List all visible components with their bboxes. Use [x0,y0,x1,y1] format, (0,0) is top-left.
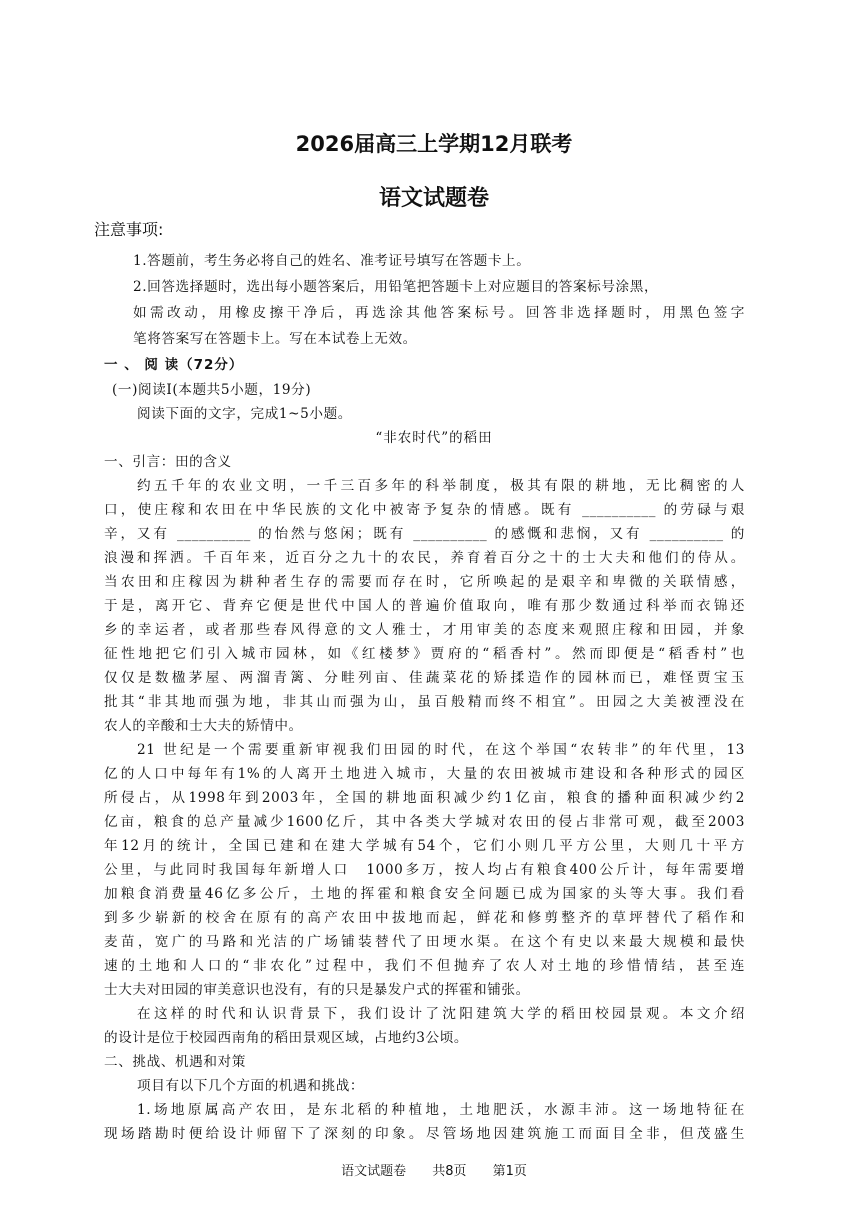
notice-heading: 注意事项: [94,220,164,239]
article-line: 21 世纪是一个需要重新审视我们田园的时代，在这个举国“农转非”的年代里，13 [137,742,745,758]
article-heading-1: 一、引言：田的含义 [104,454,232,470]
page-footer [0,1160,868,1179]
article-point-1-line-2: 现场踏勘时便给设计师留下了深刻的印象。尽管场地因建筑施工而面目全非，但茂盛生 [104,1126,745,1142]
article-line: 口，使庄稼和农田在中华民族的文化中被寄予复杂的情感。既有 __________ 的劳碌与艰 [104,502,745,518]
instruction-text: 阅读下面的文字，完成1~5小题。 [137,406,353,422]
article-line: 于是，离开它、背弃它便是世代中国人的普遍价值取向，唯有那少数通过科举而衣锦还 [104,598,745,614]
article-line: 农人的辛酸和士大夫的矫情中。 [104,718,303,734]
subsection-heading: (一)阅读Ⅰ(本题共5小题，19分) [112,382,312,398]
notice-item-2-line-2: 如需改动，用橡皮擦干净后，再选涂其他答案标号。回答非选择题时，用黑色签字 [133,305,745,321]
notice-item-2-line-1: 2.回答选择题时，选出每小题答案后，用铅笔把答题卡上对应题目的答案标号涂黑， [133,279,659,295]
footer-name: 语文试题卷 [341,1164,407,1179]
article-heading-2: 二、挑战、机遇和对策 [104,1054,246,1070]
article-line: 年12月的统计，全国已建和在建大学城有54个，它们小则几平方公里，大则几十平方 [104,838,745,854]
article-line: 约五千年的农业文明，一千三百多年的科举制度，极其有限的耕地，无比稠密的人 [137,478,745,494]
article-line: 辛，又有 __________ 的怡然与悠闲；既有 __________ 的感慨和悲悯，又有 __________ 的 [104,526,745,542]
article-line: 亿的人口中每年有1%的人离开土地进入城市，大量的农田被城市建设和各种形式的园区 [104,766,745,782]
article-line: 当农田和庄稼因为耕种者生存的需要而存在时，它所唤起的是艰辛和卑微的关联情感， [104,574,745,590]
article-line: 到多少崭新的校舍在原有的高产农田中拔地而起，鲜花和修剪整齐的草坪替代了稻作和 [104,910,745,926]
article-line: 士大夫对田园的审美意识也没有，有的只是暴发户式的挥霍和铺张。 [104,982,530,998]
article-line: 批其“非其地而强为地，非其山而强为山，虽百般精而终不相宜”。田园之大美被湮没在 [104,694,745,710]
article-title: “非农时代”的稻田 [375,430,493,446]
article-line: 所侵占，从1998年到2003年，全国的耕地面积减少约1亿亩，粮食的播种面积减少约2 [104,790,745,806]
footer-total-pages: 共8页 [432,1164,467,1179]
article-line: 浪漫和挥洒。千百年来，近百分之九十的农民，养育着百分之十的士大夫和他们的侍从。 [104,550,745,566]
page-title: 2026届高三上学期12月联考 [295,132,573,156]
footer-page-number: 第1页 [492,1164,527,1179]
article-line: 公里，与此同时我国每年新增人口 1000多万，按人均占有粮食400公斤计，每年需要增 [104,862,745,878]
article-line: 速的土地和人口的“非农化”过程中，我们不但抛弃了农人对土地的珍惜情结，甚至连 [104,958,745,974]
article-intro: 项目有以下几个方面的机遇和挑战： [137,1078,365,1094]
article-line: 征性地把它们引入城市园林，如《红楼梦》贾府的“稻香村”。然而即便是“稻香村”也 [104,646,745,662]
article-line: 麦苗，宽广的马路和光洁的广场铺装替代了田埂水渠。在这个有史以来最大规模和最快 [104,934,745,950]
article-line: 乡的幸运者，或者那些春风得意的文人雅士，才用审美的态度来观照庄稼和田园，并象 [104,622,745,638]
article-point-1-line-1: 1.场地原属高产农田，是东北稻的种植地，土地肥沃，水源丰沛。这一场地特征在 [137,1102,745,1118]
notice-item-2-line-3: 笔将答案写在答题卡上。写在本试卷上无效。 [133,331,417,347]
article-line: 仅仅是数楹茅屋、两溜青篱、分畦列亩、佳蔬菜花的矫揉造作的园林而已，难怪贾宝玉 [104,670,745,686]
article-line: 加粮食消费量46亿多公斤，土地的挥霍和粮食安全问题已成为国家的头等大事。我们看 [104,886,745,902]
page-subtitle: 语文试题卷 [378,186,489,211]
article-line: 亿亩，粮食的总产量减少1600亿斤，其中各类大学城对农田的侵占非常可观，截至2003 [104,814,745,830]
article-line: 的设计是位于校园西南角的稻田景观区域，占地约3公顷。 [104,1030,469,1046]
section-heading: 一 、 阅 读（72分） [104,357,244,373]
article-line: 在这样的时代和认识背景下，我们设计了沈阳建筑大学的稻田校园景观。本文介绍 [137,1006,745,1022]
notice-item-1: 1.答题前，考生务必将自己的姓名、准考证号填写在答题卡上。 [133,253,531,269]
